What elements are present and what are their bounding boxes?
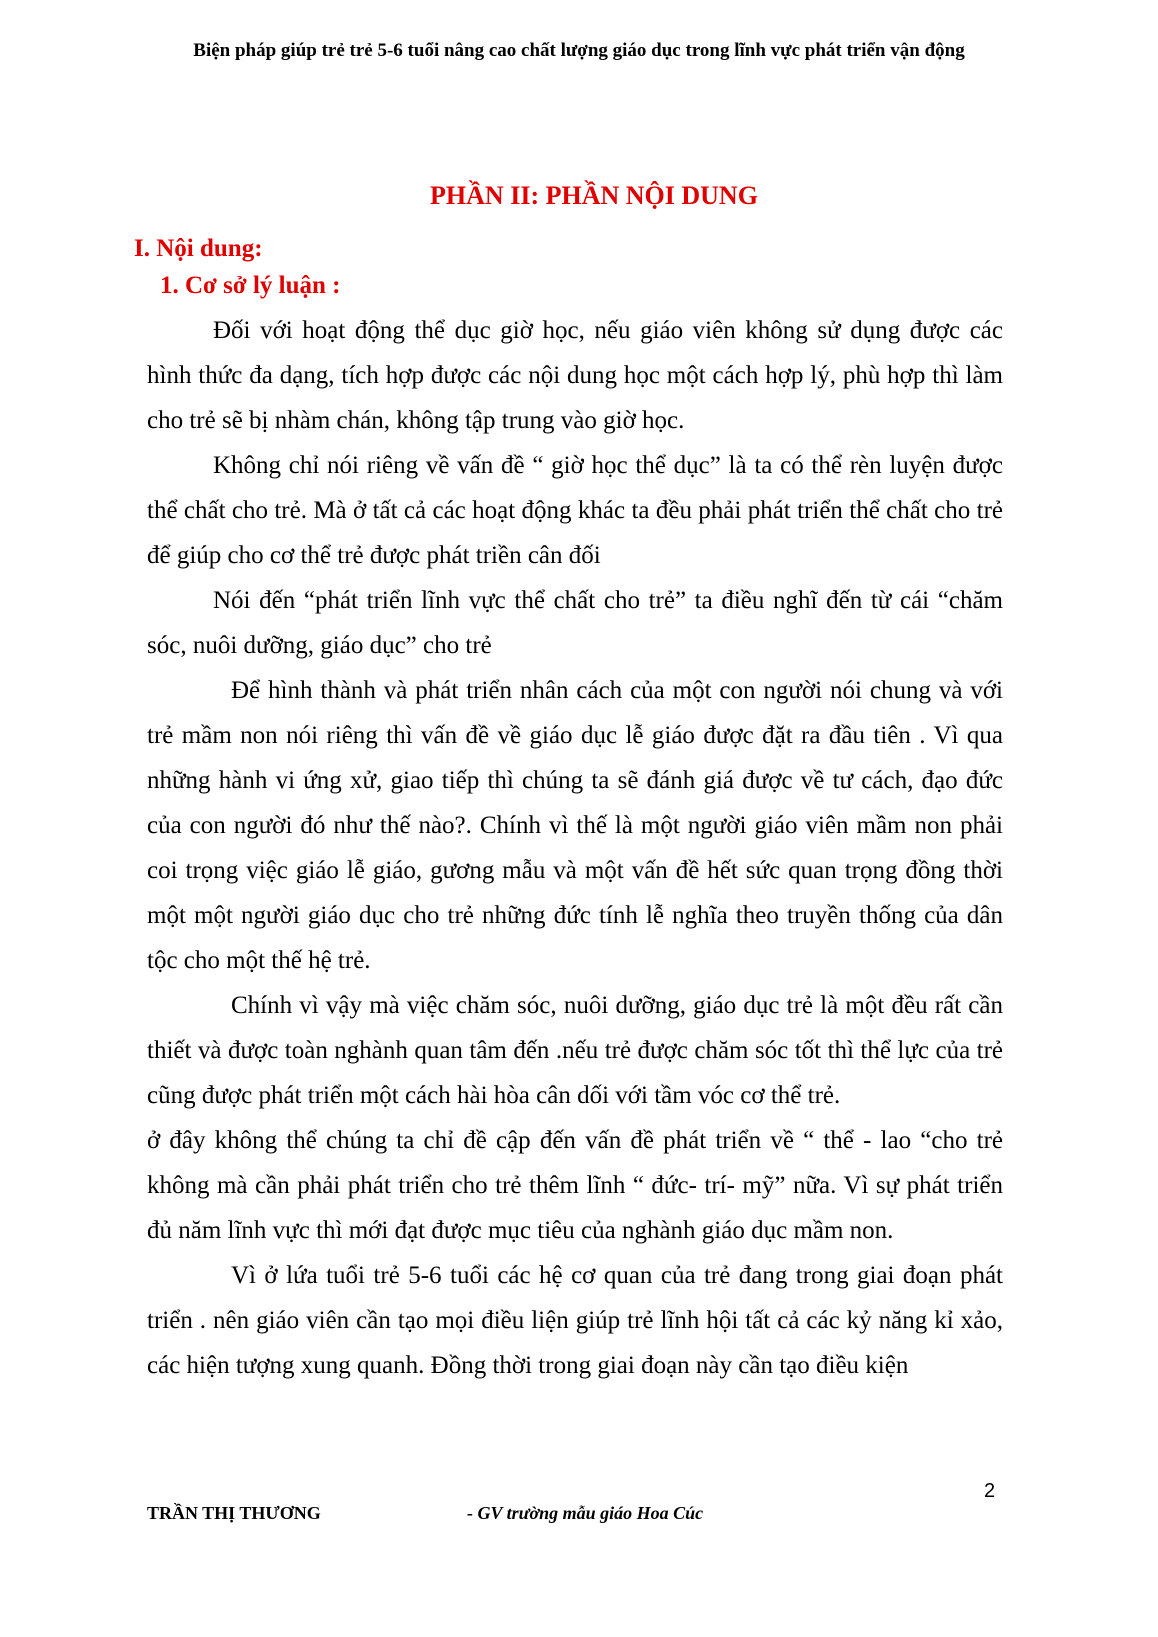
- footer-role: - GV trường mẫu giáo Hoa Cúc: [467, 1503, 704, 1523]
- subsection-heading: 1. Cơ sở lý luận :: [160, 272, 341, 299]
- paragraph: Đối với hoạt động thể dục giờ học, nếu giáo viên không sử dụng được các hình thức đa dạng, tích hợp được các nội dung học một cách hợp lý, phù hợp thì làm cho trẻ sẽ bị nhàm chán, không tập trung vào giờ học.: [147, 317, 1003, 434]
- paragraph: Không chỉ nói riêng về vấn đề “ giờ học thể dục” là ta có thể rèn luyện được thể chất cho trẻ. Mà ở tất cả các hoạt động khác ta đều phải phát triển thể chất cho trẻ để giúp cho cơ thể trẻ được phát triền cân đối: [147, 452, 1003, 569]
- part-title: PHẦN II: PHẦN NỘI DUNG: [430, 181, 758, 210]
- running-header: Biện pháp giúp trẻ trẻ 5-6 tuổi nâng cao chất lượng giáo dục trong lĩnh vực phát triển vận động: [193, 40, 965, 61]
- paragraph: Chính vì vậy mà việc chăm sóc, nuôi dưỡng, giáo dục trẻ là một đều rất cần thiết và được toàn nghành quan tâm đến .nếu trẻ được chăm sóc tốt thì thể lực của trẻ cũng được phát triển một cách hài hòa cân dối với tầm vóc cơ thể trẻ.: [147, 992, 1003, 1109]
- body-text: [147, 308, 1003, 1388]
- footer-author: TRẦN THỊ THƯƠNG: [147, 1503, 321, 1523]
- section-heading: I. Nội dung:: [134, 235, 263, 262]
- paragraph: Vì ở lứa tuổi trẻ 5-6 tuổi các hệ cơ quan của trẻ đang trong giai đoạn phát triển . nên giáo viên cần tạo mọi điều liện giúp trẻ lĩnh hội tất cả các kỷ năng kỉ xảo, các hiện tượng xung quanh. Đồng thời trong giai đoạn này cần tạo điều kiện: [147, 1262, 1003, 1379]
- paragraph: Nói đến “phát triển lĩnh vực thể chất cho trẻ” ta điều nghĩ đến từ cái “chăm sóc, nuôi dưỡng, giáo dục” cho trẻ: [147, 587, 1003, 659]
- page-number: 2: [984, 1480, 996, 1502]
- paragraph: Để hình thành và phát triển nhân cách của một con người nói chung và với trẻ mầm non nói riêng thì vấn đề về giáo dục lễ giáo được đặt ra đầu tiên . Vì qua những hành vi ứng xử, giao tiếp thì chúng ta sẽ đánh giá được về tư cách, đạo đức của con người đó như thế nào?. Chính vì thế là một người giáo viên mầm non phải coi trọng việc giáo lễ giáo, gương mẫu và một vấn đề hết sức quan trọng đồng thời một một người giáo dục cho trẻ những đức tính lễ nghĩa theo truyền thống của dân tộc cho một thế hệ trẻ.: [147, 677, 1003, 974]
- paragraph: ở đây không thể chúng ta chỉ đề cập đến vấn đề phát triển về “ thể - lao “cho trẻ không mà cần phải phát triển cho trẻ thêm lĩnh “ đức- trí- mỹ” nữa. Vì sự phát triển đủ năm lĩnh vực thì mới đạt được mục tiêu của nghành giáo dục mầm non.: [147, 1127, 1003, 1244]
